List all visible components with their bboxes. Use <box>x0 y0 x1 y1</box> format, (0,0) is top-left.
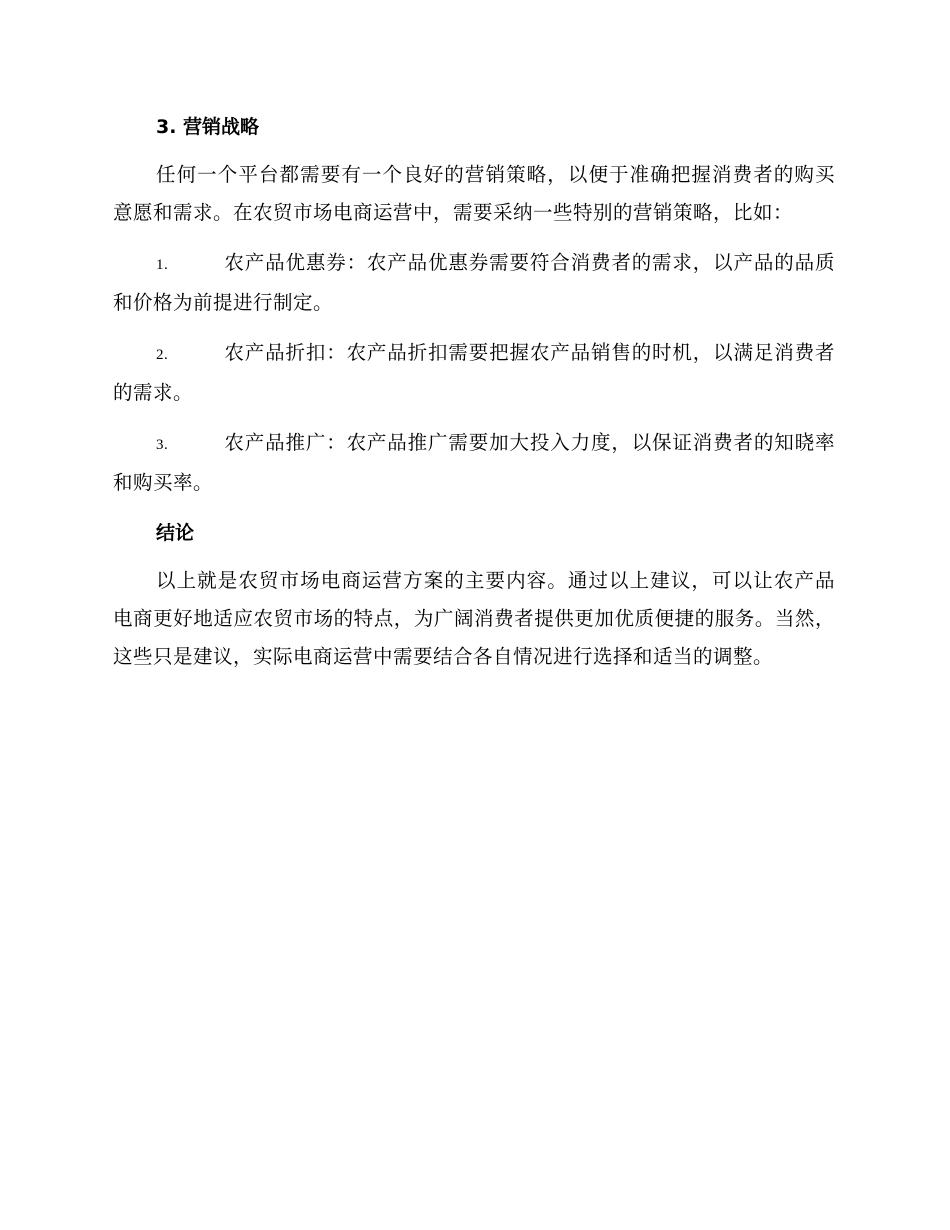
conclusion-paragraph: 以上就是农贸市场电商运营方案的主要内容。通过以上建议，可以让农产品电商更好地适应农贸市场的特点，为广阔消费者提供更加优质便捷的服务。当然，这些只是建议，实际电商运营中需要结合各自情况进行选择和适当的调整。 <box>113 569 835 668</box>
section-heading-marketing-strategy: 3. 营销战略 <box>156 116 260 138</box>
list-item-text: 农产品优惠券：农产品优惠券需要符合消费者的需求，以产品的品质和价格为前提进行制定。 <box>113 251 835 314</box>
strategy-item-discounts <box>113 334 835 412</box>
strategy-item-promotion <box>113 424 835 502</box>
list-number: 2. <box>156 347 169 363</box>
marketing-intro-paragraph: 任何一个平台都需要有一个良好的营销策略，以便于准确把握消费者的购买意愿和需求。在农贸市场电商运营中，需要采纳一些特别的营销策略，比如： <box>113 163 835 224</box>
section-heading-conclusion: 结论 <box>156 522 195 544</box>
list-item-text: 农产品折扣：农产品折扣需要把握农产品销售的时机，以满足消费者的需求。 <box>113 341 835 404</box>
strategy-item-coupons <box>113 244 835 322</box>
list-item-text: 农产品推广：农产品推广需要加大投入力度，以保证消费者的知晓率和购买率。 <box>113 431 835 494</box>
list-number: 1. <box>156 257 169 273</box>
list-number: 3. <box>156 437 169 453</box>
document-body <box>113 108 835 688</box>
